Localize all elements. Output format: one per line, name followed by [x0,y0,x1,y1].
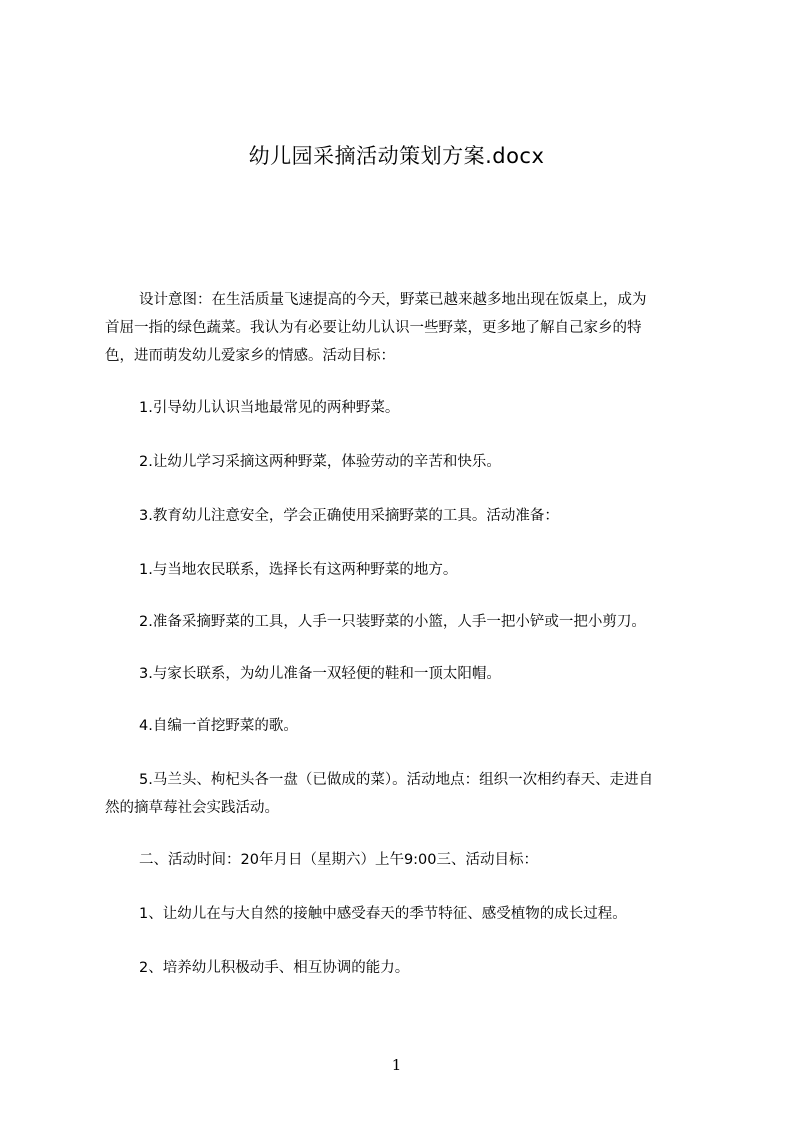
paragraph-line: 3.与家长联系，为幼儿准备一双轻便的鞋和一顶太阳帽。 [139,666,501,682]
paragraph-prep-3 [105,660,705,688]
paragraph-line: 2.让幼儿学习采摘这两种野菜，体验劳动的辛苦和快乐。 [139,454,501,470]
paragraph-goal-2 [105,448,705,476]
document-title: 幼儿园采摘活动策划方案.docx [248,144,545,168]
paragraph-line: 1.与当地农民联系，选择长有这两种野菜的地方。 [139,562,458,578]
paragraph-line: 1.引导幼儿认识当地最常见的两种野菜。 [139,400,400,416]
paragraph-prep-2 [105,608,705,636]
paragraph-design-intent [105,286,705,370]
paragraph-line: 首屈一指的绿色蔬菜。我认为有必要让幼儿认识一些野菜，更多地了解自己家乡的特 [105,320,642,336]
paragraph-line: 5.马兰头、枸杞头各一盘（已做成的菜）。活动地点：组织一次相约春天、走进自 [139,772,654,788]
paragraph-goal-1 [105,394,705,422]
paragraph-line: 设计意图：在生活质量飞速提高的今天，野菜已越来越多地出现在饭桌上，成为 [139,292,647,308]
paragraph-line: 2.准备采摘野菜的工具，人手一只装野菜的小篮，人手一把小铲或一把小剪刀。 [139,614,646,630]
page-number: 1 [391,1056,402,1074]
paragraph-goal-3 [105,502,705,530]
paragraph-prep-5 [105,766,705,822]
paragraph-line: 1、让幼儿在与大自然的接触中感受春天的季节特征、感受植物的成长过程。 [139,906,627,922]
paragraph-line: 然的摘草莓社会实践活动。 [105,800,279,816]
paragraph-line: 4.自编一首挖野菜的歌。 [139,718,298,734]
paragraph-line: 二、活动时间：20年月日（星期六）上午9:00三、活动目标： [139,852,539,868]
paragraph-prep-4 [105,712,705,740]
paragraph-prep-1 [105,556,705,584]
paragraph-line: 3.教育幼儿注意安全，学会正确使用采摘野菜的工具。活动准备： [139,508,559,524]
paragraph-activity-goal-2 [105,954,705,982]
paragraph-line: 2、培养幼儿积极动手、相互协调的能力。 [139,960,410,976]
paragraph-activity-goal-1 [105,900,705,928]
paragraph-activity-time [105,846,705,874]
paragraph-line: 色，进而萌发幼儿爱家乡的情感。活动目标： [105,348,395,364]
